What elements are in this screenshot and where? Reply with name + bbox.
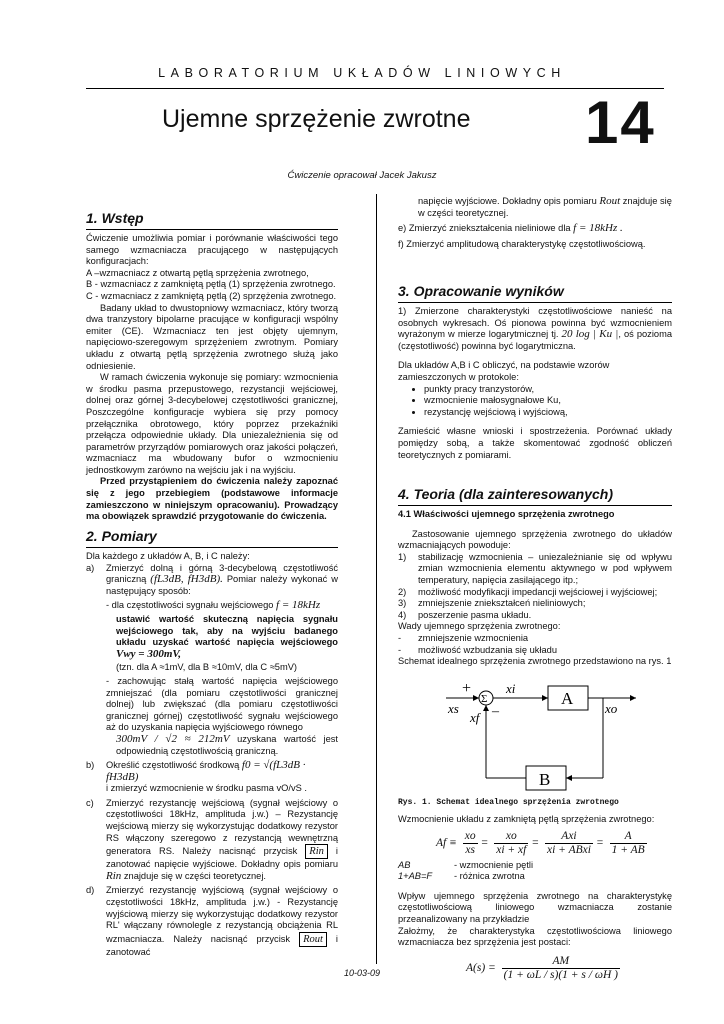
denominator: xs — [465, 843, 475, 856]
math: Rin — [106, 869, 122, 882]
denominator: xi + xf — [496, 843, 527, 856]
paragraph: Założmy, że charakterystyka częstotliwościowa liniowego wzmacniacza bez sprzężenia jest postaci: — [398, 925, 672, 948]
lab-header: LABORATORIUM UKŁADÓW LINIOWYCH — [158, 66, 566, 80]
paragraph — [398, 306, 672, 352]
text: Określić częstotliwość środkową — [106, 760, 240, 771]
math: Vwy = 300mV, — [116, 647, 182, 660]
item-text: możliwość wzbudzania się układu — [418, 644, 558, 655]
numerator: AM — [502, 955, 620, 969]
item-label: 1) — [398, 551, 407, 562]
text: - dla częstotliwości sygnału wejściowego — [106, 600, 274, 611]
math: (fL3dB, fH3dB). — [150, 573, 223, 586]
author-line: Ćwiczenie opracował Jacek Jakusz — [287, 170, 437, 181]
paragraph: Dla układów A,B i C obliczyć, na podstawie wzorów zamieszczonych w protokole: — [398, 360, 610, 382]
fraction — [545, 830, 593, 857]
arrow-head — [473, 695, 479, 701]
list-item — [398, 645, 672, 657]
item-label: c) — [86, 797, 94, 808]
math: f0 = √(fL3dB · fH3dB) — [106, 759, 306, 783]
paragraph: Schemat idealnego sprzężenia zwrotnego przedstawiono na rys. 1 — [398, 656, 672, 667]
list-item — [398, 610, 672, 622]
feedback-diagram — [440, 682, 640, 794]
label-xi: xi — [506, 682, 516, 696]
definition-row — [398, 871, 672, 883]
text: i zmierzyć wzmocnienie w środku pasma vO/vS . — [106, 783, 307, 794]
item-body — [106, 563, 338, 758]
fraction — [610, 830, 647, 857]
text: i zanotować — [106, 933, 338, 957]
gain-equation: Af ≡ $\frac{xo}{xs}$ = $\frac{xo}{xi + xf}$ = $\frac{\text{Axi}}{\text{xi + ABxi}}$ = $\frac{A}{1 + AB}$ — [436, 829, 645, 856]
item-text: zmniejszenie wzmocnienia — [418, 632, 529, 643]
def-text: - różnica zwrotna — [454, 871, 525, 882]
section-heading: 1. Wstęp — [86, 210, 338, 230]
closed-loop-gain — [398, 814, 672, 982]
note: (tzn. dla A ≈1mV, dla B ≈10mV, dla C ≈5mV) — [116, 662, 298, 673]
item-label: - — [398, 632, 402, 643]
text: 1) Zmierzone charakterystyki częstotliwościowe nanieść na osobnych wykresach. Oś pionowa powinna być wzmocnieniem wyrażonym w mierze logarytmicznej tj. — [398, 306, 672, 340]
caption-text: Rys. 1. Schemat idealnego sprzężenia zwrotnego — [398, 798, 619, 807]
text: Zmierzyć rezystancję wyjściową (sygnał wejściowy o częstotliwości 18kHz, amplituda j.w.) - Rezystancję wyjściową mierzy się wykorzystując dodatkowy rezystor RL' włączany równolegle z rezystancją obciążenia RL wzmacniacza. Należy nacisnąć przycisk — [106, 885, 338, 944]
math: 20 log | Ku | — [561, 328, 619, 341]
plus-sign: + — [462, 682, 472, 697]
list-item — [398, 633, 672, 645]
text: i zanotować napięcie wyjściowe. Dokładny opis pomiaru — [106, 846, 338, 870]
text: Pomiar należy wykonać w następujący sposób: — [106, 574, 338, 596]
denominator: (1 + ωL / s)(1 + s / ωH ) — [503, 968, 618, 981]
eq-lhs: A(s) = — [466, 961, 496, 974]
text: ustawić wartość skuteczną napięcia sygnału wejściowego tak, aby na wyjściu badanego układu uzyskać wartość napięcia wejściowego — [116, 613, 338, 648]
math: Rout — [599, 195, 621, 207]
section-results — [398, 283, 672, 461]
block-a-label: A — [561, 689, 574, 708]
math: 300mV / √2 ≈ 212mV — [116, 732, 230, 745]
item-body — [106, 760, 338, 795]
denominator: 1 + AB — [611, 843, 645, 856]
item-f: f) Zmierzyć amplitudową charakterystykę częstotliwościową. — [398, 238, 646, 249]
arrow-head — [542, 695, 548, 701]
paragraph-bold: Przed przystąpieniem do ćwiczenia należy zapoznać się z jego przebiegiem (podstawowe informacje zamieszczono w niniejszym opracowaniu). Prowadzący ma obowiązek sprawdzić przygotowanie do ćwiczenia. — [86, 476, 338, 522]
item-text: poszerzenie pasma układu. — [418, 609, 532, 620]
paragraph: Zastosowanie ujemnego sprzężenia zwrotnego do układów wzmacniających powoduje: — [398, 528, 672, 551]
paragraph: Ćwiczenie umożliwia pomiar i porównanie właściwości tego samego wzmacniacza pracującego w następujących konfiguracjach: — [86, 233, 338, 267]
def-term: 1+AB=F — [398, 871, 433, 882]
fraction — [494, 830, 528, 857]
label-xo: xo — [605, 701, 618, 716]
dash-item-cont — [106, 734, 338, 757]
config-item: A –wzmacniacz z otwartą pętlą sprzężenia zwrotnego, — [86, 267, 309, 278]
item-label: 2) — [398, 586, 407, 597]
numerator: xo — [494, 830, 528, 844]
list-item — [398, 587, 672, 599]
denominator: xi + ABxi — [546, 843, 591, 856]
item-e — [398, 223, 672, 235]
text: uzyskana wartość jest odpowiednią częstotliwością graniczną. — [116, 733, 338, 756]
numerator: xo — [464, 829, 476, 842]
figure-caption — [398, 796, 672, 809]
item-label: 4) — [398, 609, 407, 620]
rin-button[interactable]: Rin — [305, 844, 328, 859]
effects-list — [398, 552, 672, 622]
arrow-head — [630, 695, 636, 701]
section-heading: 3. Opracowanie wyników — [398, 283, 672, 303]
arrow-head — [483, 705, 489, 711]
list-item — [86, 760, 338, 795]
dash-item — [106, 600, 338, 612]
list-item — [86, 798, 338, 883]
definitions — [398, 860, 672, 883]
page-title: Ujemne sprzężenie zwrotne — [162, 105, 471, 133]
minus-sign: – — [492, 704, 499, 719]
bullet-list — [398, 384, 672, 419]
def-term: AB — [398, 859, 411, 870]
eq-lhs: Af ≡ — [436, 836, 457, 849]
item-text: zmniejszenie zniekształceń nieliniowych; — [418, 598, 586, 609]
measurements-continued — [398, 196, 672, 250]
text: znajduje się w części teoretycznej. — [418, 196, 672, 218]
exercise-number: 14 — [585, 89, 656, 156]
paragraph: W ramach ćwiczenia wykonuje się pomiary: wzmocnienia w środku pasma przepustowego, rezystancji wejściowej, dolnej oraz górnej 3-decybelowej częstotliwości granicznej, Poszczególne konfiguracje wybiera się przy pomocy przełącznika obrotowego, który poprzez przekaźniki przełącza odpowiednie układy. Dla uniezależnienia się od parametrów przyrządów pomiarowych oraz jakości połączeń, wzmacniacz ma wbudowany bufor o wzmocnieniu jednostkowym zarówno na wejściu jak i na wyjściu. — [86, 372, 338, 475]
section-heading: 2. Pomiary — [86, 528, 338, 548]
header-rule — [86, 88, 664, 89]
item-label: - — [398, 644, 402, 655]
list-item: • wzmocnienie małosygnałowe Ku, — [424, 395, 672, 407]
arrow-head — [566, 775, 572, 781]
math: f = 18kHz — [276, 599, 321, 612]
def-text: - wzmocnienie pętli — [454, 859, 534, 870]
list-item: • punkty pracy tranzystorów, — [424, 384, 672, 396]
continued-text — [398, 196, 672, 219]
list-item — [86, 885, 338, 958]
list-item — [86, 563, 338, 758]
config-item: C - wzmacniacz z zamkniętą pętlą (2) sprzężenia zwrotnego. — [86, 290, 337, 301]
subheading: 4.1 Właściwości ujemnego sprzężenia zwrotnego — [398, 509, 615, 519]
text: e) Zmierzyć zniekształcenia nieliniowe dla — [398, 223, 571, 234]
bold-instruction — [106, 614, 338, 660]
list-item — [398, 598, 672, 610]
definition-row — [398, 860, 672, 872]
paragraph: Dla każdego z układów A, B, i C należy: — [86, 551, 250, 561]
paragraph: Wzmocnienie układu z zamkniętą pętlą sprzężenia zwrotnego: — [398, 814, 655, 824]
section-intro — [86, 210, 338, 523]
text: Zmierzyć dolną i górną 3-decybelową częstotliwość graniczną — [106, 562, 338, 585]
footer-date: 10-03-09 — [343, 968, 381, 978]
block-b-label: B — [539, 770, 551, 789]
item-body — [106, 798, 338, 883]
paragraph: Zamieścić własne wnioski i spostrzeżenia. Porównać układy pomiędzy sobą, a także skomentować zgodność obliczeń teoretycznych z pomiarami. — [398, 426, 672, 460]
paragraph: Wpływ ujemnego sprzężenia zwrotnego na charakterystykę częstotliwościową liniowego wzmacniacza zostanie przeanalizowany na przykładzie — [398, 890, 672, 924]
column-divider — [376, 194, 377, 964]
item-label: b) — [86, 760, 95, 771]
dash-item: - zachowując stałą wartość napięcia wejściowego zmniejszać (dla pomiaru częstotliwości granicznej dolnej) lub zwiększać (dla pomiaru częstotliwości granicznej górnej) częstotliwość sygnału wejściowego aż do uzyskania napięcia wyjściowego równego — [106, 675, 338, 733]
list-item — [398, 552, 672, 587]
item-label: 3) — [398, 598, 407, 609]
item-body — [106, 885, 338, 958]
sigma-symbol: Σ — [481, 693, 488, 705]
item-text: możliwość modyfikacji impedancji wejściowej i wyjściowej; — [418, 586, 658, 597]
section-theory — [398, 486, 672, 668]
config-item: B - wzmacniacz z zamkniętą pętlą (1) sprzężenia zwrotnego. — [86, 279, 336, 290]
section-heading: 4. Teoria (dla zainteresowanych) — [398, 486, 672, 506]
item-text: stabilizację wzmocnienia – uniezależnianie się od wpływu zmian wzmocnienia elementu aktywnego w pod wpływem temperatury, napięcia zasilającego itp.; — [418, 551, 672, 585]
fraction — [463, 830, 478, 857]
numerator: A — [610, 830, 647, 844]
list-item: • rezystancję wejściową i wyjściową, — [424, 407, 672, 419]
text: napięcie wyjściowe. Dokładny opis pomiaru — [418, 196, 597, 206]
numerator: Axi — [545, 830, 593, 844]
text: Zmierzyć rezystancję wejściową (sygnał wejściowy o częstotliwości 18kHz, amplituda j.w.) – Rezystancję wejściową mierzy się wykorzystując dodatkowy rezystor RS włączony szeregowo z rezystancją wewnętrzną generatora RS. Należy nacisnąć przycisk — [106, 797, 338, 857]
rout-button[interactable]: Rout — [299, 932, 327, 947]
label-xs: xs — [448, 701, 459, 716]
paragraph: Badany układ to dwustopniowy wzmacniacz, który tworzą dwa tranzystory bipolarne pracujące w konfiguracji wspólny emiter (CE). Wzmacniacz ten jest objęty ujemnym, napięciowo-szeregowym sprzężeniem zwrotnym. Pomiary układu z otwartą pętlą sprzężenia zwrotnego służą jako odniesienie. — [86, 302, 338, 371]
label-xf: xf — [470, 710, 480, 725]
text: znajduje się w części teoretycznej. — [123, 870, 266, 881]
math: f = 18kHz . — [573, 222, 623, 235]
item-label: d) — [86, 885, 95, 896]
section-measurements — [86, 528, 338, 958]
item-label: a) — [86, 562, 95, 573]
text: , oś pozioma (częstotliwość) powinna być logarytmiczna. — [398, 329, 672, 351]
paragraph: Wady ujemnego sprzężenia zwrotnego: — [398, 621, 561, 632]
